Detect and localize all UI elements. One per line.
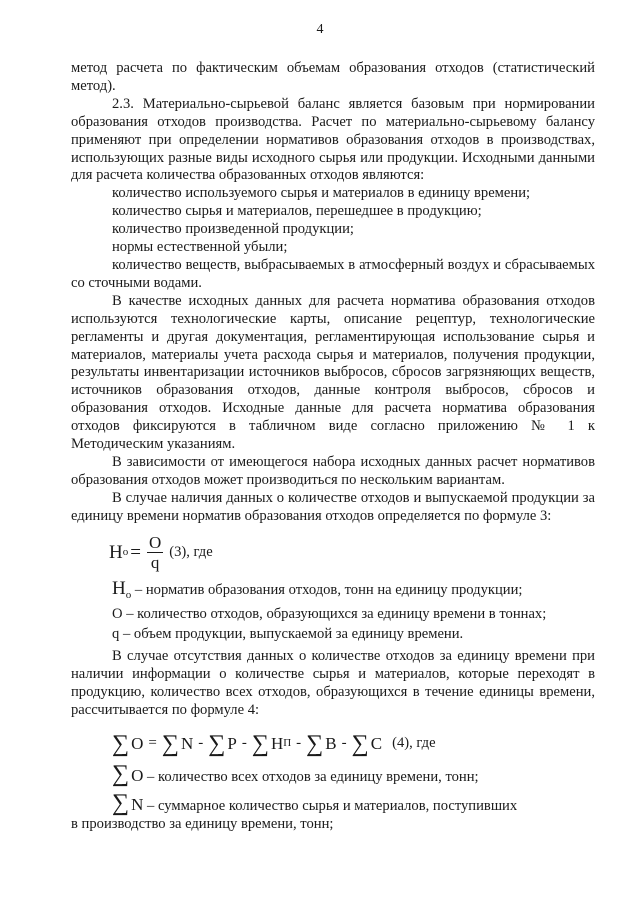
- sigma-symbol: ∑: [112, 760, 130, 787]
- definition-line: [71, 789, 595, 816]
- list-item: количество используемого сырья и материалов в единицу времени;: [112, 185, 531, 202]
- term: N: [180, 733, 194, 753]
- equals-sign: =: [130, 541, 141, 563]
- term: О: [131, 733, 144, 753]
- term: P: [227, 733, 237, 753]
- def-subscript: о: [125, 588, 132, 601]
- list-item: количество веществ, выбрасываемых в атмосферный воздух и сбрасываемых со сточными водами.: [71, 256, 595, 291]
- sigma-symbol: ∑: [112, 730, 130, 757]
- def-text: – суммарное количество сырья и материалов, поступивших: [147, 797, 518, 814]
- sigma-symbol: ∑: [208, 730, 226, 757]
- formula-subscript: о: [122, 545, 129, 558]
- definition-line: О – количество отходов, образующихся за единицу времени в тоннах;: [112, 606, 547, 623]
- def-symbol: Н: [112, 577, 126, 599]
- document-body: [71, 60, 595, 834]
- equals-sign: =: [148, 734, 157, 751]
- paragraph-source-data: В качестве исходных данных для расчета норматива образования отходов используются технологические карты, описание рецептур, технологические регламенты и другая документация, регламентирующая использование сырья и материалов, материалы учета расхода сырья и материалов, получения продукции, результаты инвентаризации источников выбросов, сбросов загрязняющих веществ, источников образования отходов, данные контроля выбросов, сбросов и образования отходов. Исходные данные для расчета норматива образования отходов фиксируются в табличном виде согласно приложению № 1 к Методическим указаниям.: [71, 292, 595, 453]
- paragraph-variants: В зависимости от имеющегося набора исходных данных расчет нормативов образования отходов может производиться по нескольким вариантам.: [71, 453, 595, 488]
- sigma-symbol: ∑: [251, 730, 269, 757]
- page-number: 4: [316, 22, 324, 37]
- sigma-symbol: ∑: [306, 730, 324, 757]
- paragraph-2-3: 2.3. Материально-сырьевой баланс является базовым при нормировании образования отходов производства. Расчет по материально-сырьевому балансу применяют при определении нормативов образования отходов в производствах, использующих разные виды исходного сырья или продукции. Исходными данными для расчета количества образованных отходов являются:: [71, 95, 595, 184]
- sigma-symbol: ∑: [161, 730, 179, 757]
- paragraph-method: метод расчета по фактическим объемам образования отходов (статистический метод).: [71, 60, 595, 94]
- list-item: количество сырья и материалов, перешедшее в продукцию;: [112, 203, 482, 220]
- list-item: нормы естественной убыли;: [112, 239, 288, 256]
- def-text: – количество всех отходов за единицу времени, тонн;: [147, 768, 479, 785]
- fraction-numerator: О: [148, 533, 162, 553]
- definition-line: q – объем продукции, выпускаемой за единицу времени.: [112, 626, 464, 643]
- formula-tail: (4), где: [392, 734, 436, 751]
- definition-continuation: в производство за единицу времени, тонн;: [71, 815, 334, 832]
- fraction: [147, 533, 163, 572]
- paragraph-formula3-intro: В случае наличия данных о количестве отходов и выпускаемой продукции за единицу времени норматив образования отходов определяется по формуле 3:: [71, 489, 595, 524]
- formula-tail: (3), где: [169, 543, 213, 560]
- sigma-symbol: ∑: [351, 730, 369, 757]
- fraction-denominator: q: [150, 553, 160, 573]
- paragraph-formula4-intro: В случае отсутствия данных о количестве отходов за единицу времени при наличии информации о количестве сырья и материалов, которые переходят в продукцию, количество всех отходов, образующихся в течение единицы времени, рассчитывается по формуле 4:: [71, 648, 595, 718]
- minus-sign: -: [296, 734, 302, 751]
- sigma-symbol: ∑: [112, 789, 130, 816]
- definition-line: [71, 577, 595, 605]
- minus-sign: -: [241, 734, 247, 751]
- minus-sign: -: [198, 734, 204, 751]
- term: В: [325, 733, 337, 753]
- formula-3: [109, 532, 595, 574]
- term: Н: [270, 733, 284, 753]
- def-symbol: N: [131, 794, 144, 814]
- formula-4: [112, 730, 595, 758]
- formula-symbol: Н: [109, 541, 123, 563]
- definition-line: [71, 760, 595, 787]
- list-item: количество произведенной продукции;: [112, 221, 354, 238]
- term: С: [370, 733, 383, 753]
- term-subscript: П: [283, 736, 292, 749]
- minus-sign: -: [341, 734, 347, 751]
- def-text: – норматив образования отходов, тонн на единицу продукции;: [134, 581, 523, 598]
- def-symbol: О: [131, 765, 144, 785]
